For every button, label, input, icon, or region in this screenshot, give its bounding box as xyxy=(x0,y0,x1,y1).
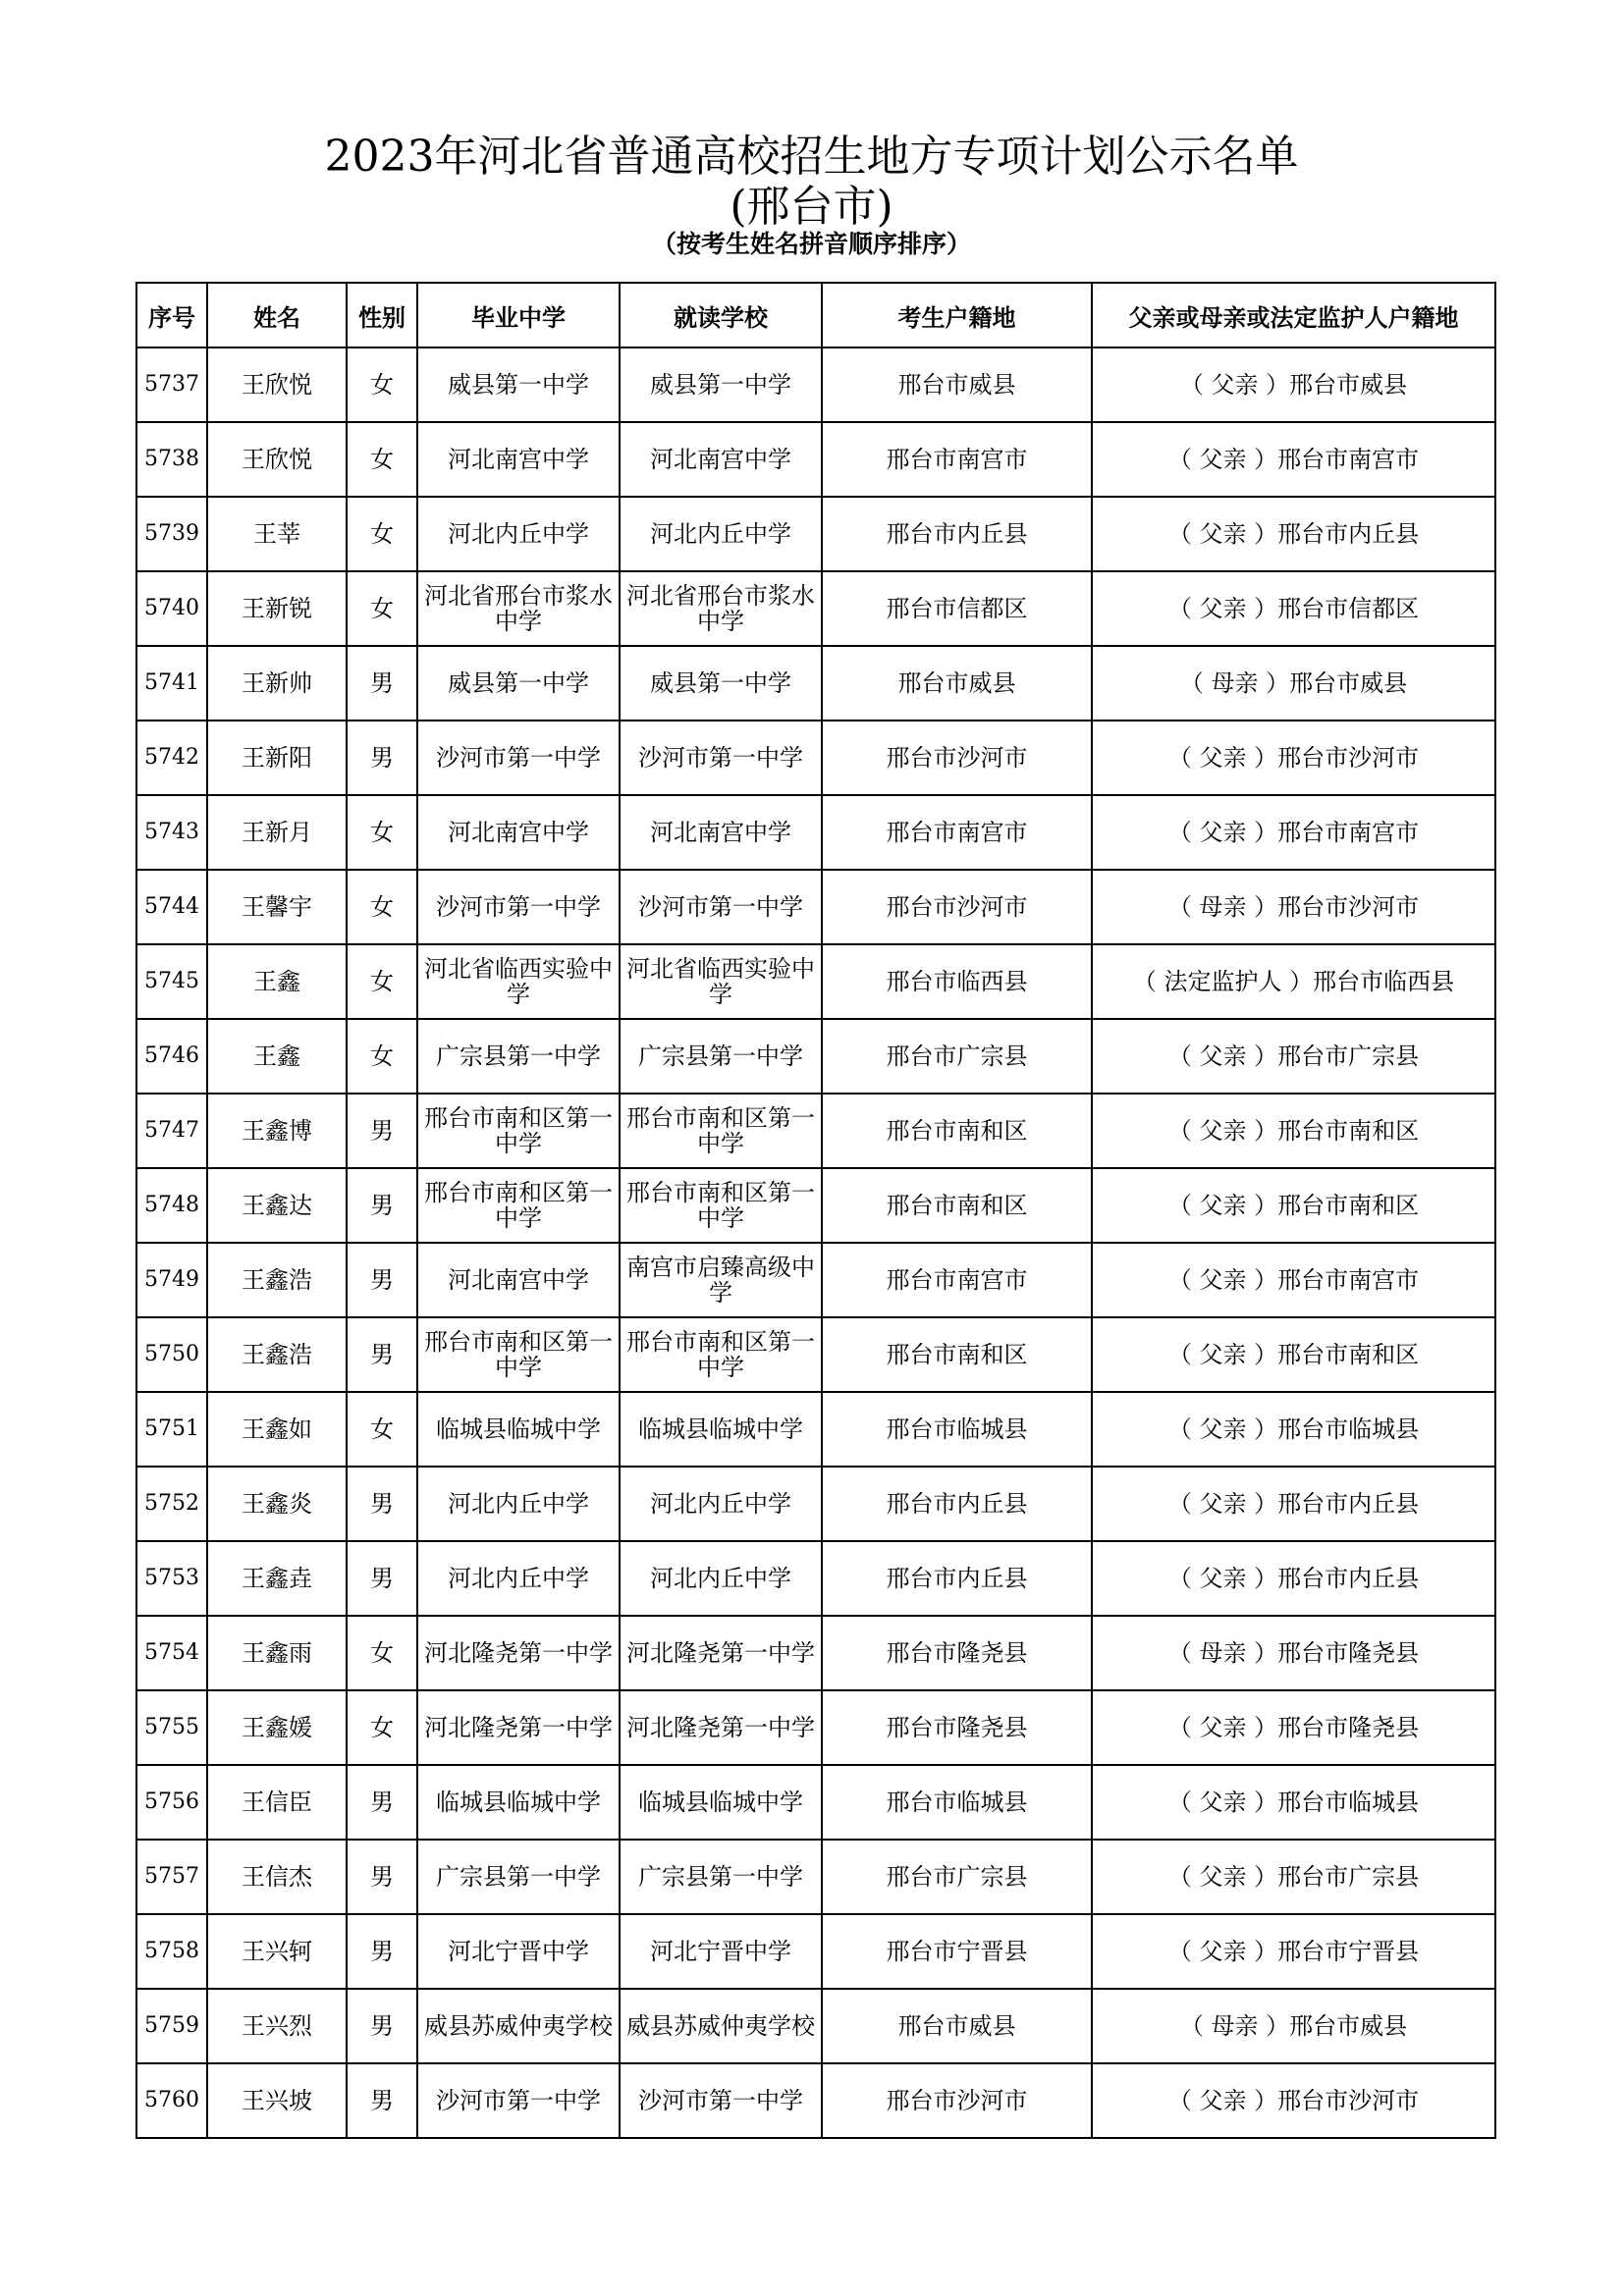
table-row xyxy=(136,1317,1495,1392)
cell-gender: 男 xyxy=(347,1243,417,1317)
cell-name: 王兴轲 xyxy=(207,1914,347,1989)
cell-index: 5738 xyxy=(136,422,207,497)
cell-index: 5755 xyxy=(136,1690,207,1765)
cell-name: 王鑫浩 xyxy=(207,1243,347,1317)
table-row xyxy=(136,795,1495,870)
cell-gender: 男 xyxy=(347,1094,417,1168)
cell-index: 5740 xyxy=(136,571,207,646)
page-subtitle: (邢台市) xyxy=(730,182,893,232)
cell-index: 5744 xyxy=(136,870,207,944)
table-row xyxy=(136,721,1495,795)
header-index: 序号 xyxy=(136,283,207,347)
cell-current-school: 威县第一中学 xyxy=(620,347,822,422)
cell-student-household: 邢台市临城县 xyxy=(822,1765,1092,1840)
cell-gender: 女 xyxy=(347,571,417,646)
cell-guardian-household: （ 父亲 ）邢台市南宫市 xyxy=(1092,422,1495,497)
cell-guardian-household: （ 母亲 ）邢台市威县 xyxy=(1092,646,1495,721)
cell-student-household: 邢台市南和区 xyxy=(822,1094,1092,1168)
cell-gender: 女 xyxy=(347,870,417,944)
cell-guardian-household: （ 父亲 ）邢台市临城县 xyxy=(1092,1765,1495,1840)
cell-student-household: 邢台市临西县 xyxy=(822,944,1092,1019)
cell-index: 5757 xyxy=(136,1840,207,1914)
cell-name: 王鑫雨 xyxy=(207,1616,347,1690)
table-row xyxy=(136,1094,1495,1168)
cell-name: 王欣悦 xyxy=(207,347,347,422)
cell-name: 王鑫达 xyxy=(207,1168,347,1243)
cell-current-school: 沙河市第一中学 xyxy=(620,2063,822,2138)
cell-current-school: 广宗县第一中学 xyxy=(620,1019,822,1094)
cell-current-school: 河北隆尧第一中学 xyxy=(620,1690,822,1765)
cell-guardian-household: （ 母亲 ）邢台市沙河市 xyxy=(1092,870,1495,944)
cell-graduation-school: 沙河市第一中学 xyxy=(417,870,620,944)
cell-student-household: 邢台市威县 xyxy=(822,646,1092,721)
cell-name: 王莘 xyxy=(207,497,347,571)
cell-student-household: 邢台市广宗县 xyxy=(822,1019,1092,1094)
cell-current-school: 河北南宫中学 xyxy=(620,795,822,870)
cell-current-school: 河北省临西实验中学 xyxy=(620,944,822,1019)
cell-index: 5751 xyxy=(136,1392,207,1467)
cell-graduation-school: 河北隆尧第一中学 xyxy=(417,1616,620,1690)
header-gender: 性别 xyxy=(347,283,417,347)
cell-guardian-household: （ 父亲 ）邢台市临城县 xyxy=(1092,1392,1495,1467)
cell-current-school: 河北内丘中学 xyxy=(620,1541,822,1616)
cell-graduation-school: 沙河市第一中学 xyxy=(417,2063,620,2138)
cell-student-household: 邢台市信都区 xyxy=(822,571,1092,646)
cell-index: 5756 xyxy=(136,1765,207,1840)
cell-guardian-household: （ 父亲 ）邢台市南和区 xyxy=(1092,1168,1495,1243)
cell-guardian-household: （ 父亲 ）邢台市南和区 xyxy=(1092,1317,1495,1392)
cell-guardian-household: （ 父亲 ）邢台市隆尧县 xyxy=(1092,1690,1495,1765)
cell-graduation-school: 威县苏威仲夷学校 xyxy=(417,1989,620,2063)
cell-index: 5741 xyxy=(136,646,207,721)
cell-graduation-school: 广宗县第一中学 xyxy=(417,1840,620,1914)
cell-graduation-school: 威县第一中学 xyxy=(417,646,620,721)
cell-guardian-household: （ 父亲 ）邢台市南和区 xyxy=(1092,1094,1495,1168)
cell-graduation-school: 河北内丘中学 xyxy=(417,1541,620,1616)
cell-graduation-school: 邢台市南和区第一中学 xyxy=(417,1317,620,1392)
cell-student-household: 邢台市威县 xyxy=(822,1989,1092,2063)
header-guardian-household: 父亲或母亲或法定监护人户籍地 xyxy=(1092,283,1495,347)
cell-name: 王信臣 xyxy=(207,1765,347,1840)
cell-name: 王鑫博 xyxy=(207,1094,347,1168)
cell-name: 王兴烈 xyxy=(207,1989,347,2063)
cell-guardian-household: （ 法定监护人 ）邢台市临西县 xyxy=(1092,944,1495,1019)
cell-current-school: 邢台市南和区第一中学 xyxy=(620,1317,822,1392)
cell-index: 5753 xyxy=(136,1541,207,1616)
cell-student-household: 邢台市隆尧县 xyxy=(822,1690,1092,1765)
table-row xyxy=(136,571,1495,646)
cell-index: 5742 xyxy=(136,721,207,795)
cell-graduation-school: 邢台市南和区第一中学 xyxy=(417,1094,620,1168)
cell-graduation-school: 临城县临城中学 xyxy=(417,1392,620,1467)
cell-current-school: 河北隆尧第一中学 xyxy=(620,1616,822,1690)
cell-index: 5739 xyxy=(136,497,207,571)
cell-current-school: 沙河市第一中学 xyxy=(620,870,822,944)
cell-student-household: 邢台市内丘县 xyxy=(822,1541,1092,1616)
cell-index: 5752 xyxy=(136,1467,207,1541)
cell-gender: 女 xyxy=(347,347,417,422)
cell-student-household: 邢台市威县 xyxy=(822,347,1092,422)
table-body xyxy=(136,347,1495,2138)
cell-index: 5760 xyxy=(136,2063,207,2138)
cell-gender: 女 xyxy=(347,1392,417,1467)
cell-current-school: 威县第一中学 xyxy=(620,646,822,721)
cell-current-school: 南宫市启臻高级中学 xyxy=(620,1243,822,1317)
table-row xyxy=(136,646,1495,721)
cell-name: 王鑫 xyxy=(207,1019,347,1094)
cell-student-household: 邢台市临城县 xyxy=(822,1392,1092,1467)
cell-student-household: 邢台市南和区 xyxy=(822,1168,1092,1243)
cell-graduation-school: 河北南宫中学 xyxy=(417,422,620,497)
table-row xyxy=(136,1616,1495,1690)
cell-current-school: 沙河市第一中学 xyxy=(620,721,822,795)
cell-gender: 女 xyxy=(347,1019,417,1094)
cell-graduation-school: 沙河市第一中学 xyxy=(417,721,620,795)
cell-gender: 男 xyxy=(347,721,417,795)
cell-gender: 男 xyxy=(347,2063,417,2138)
cell-index: 5746 xyxy=(136,1019,207,1094)
cell-guardian-household: （ 父亲 ）邢台市南宫市 xyxy=(1092,795,1495,870)
cell-guardian-household: （ 父亲 ）邢台市宁晋县 xyxy=(1092,1914,1495,1989)
cell-index: 5750 xyxy=(136,1317,207,1392)
roster-table xyxy=(135,282,1496,2139)
cell-index: 5749 xyxy=(136,1243,207,1317)
cell-gender: 女 xyxy=(347,497,417,571)
cell-current-school: 河北宁晋中学 xyxy=(620,1914,822,1989)
cell-guardian-household: （ 父亲 ）邢台市信都区 xyxy=(1092,571,1495,646)
cell-gender: 男 xyxy=(347,1765,417,1840)
cell-name: 王新阳 xyxy=(207,721,347,795)
cell-current-school: 邢台市南和区第一中学 xyxy=(620,1168,822,1243)
cell-graduation-school: 河北南宫中学 xyxy=(417,795,620,870)
table-row xyxy=(136,1765,1495,1840)
cell-student-household: 邢台市内丘县 xyxy=(822,497,1092,571)
cell-guardian-household: （ 母亲 ）邢台市威县 xyxy=(1092,1989,1495,2063)
cell-gender: 男 xyxy=(347,1989,417,2063)
cell-graduation-school: 临城县临城中学 xyxy=(417,1765,620,1840)
cell-current-school: 邢台市南和区第一中学 xyxy=(620,1094,822,1168)
page-title: 2023年河北省普通高校招生地方专项计划公示名单 xyxy=(324,132,1299,182)
table-row xyxy=(136,422,1495,497)
cell-index: 5748 xyxy=(136,1168,207,1243)
cell-gender: 男 xyxy=(347,1317,417,1392)
cell-student-household: 邢台市南宫市 xyxy=(822,795,1092,870)
table-row xyxy=(136,1243,1495,1317)
cell-name: 王馨宇 xyxy=(207,870,347,944)
cell-name: 王鑫垚 xyxy=(207,1541,347,1616)
cell-current-school: 临城县临城中学 xyxy=(620,1765,822,1840)
table-row xyxy=(136,1914,1495,1989)
cell-student-household: 邢台市内丘县 xyxy=(822,1467,1092,1541)
sort-note: （按考生姓名拼音顺序排序） xyxy=(651,230,971,258)
cell-gender: 男 xyxy=(347,1840,417,1914)
table-row xyxy=(136,944,1495,1019)
table-row xyxy=(136,1541,1495,1616)
table-row xyxy=(136,497,1495,571)
cell-graduation-school: 河北宁晋中学 xyxy=(417,1914,620,1989)
cell-guardian-household: （ 父亲 ）邢台市沙河市 xyxy=(1092,2063,1495,2138)
cell-student-household: 邢台市南宫市 xyxy=(822,1243,1092,1317)
cell-name: 王鑫媛 xyxy=(207,1690,347,1765)
cell-gender: 女 xyxy=(347,1690,417,1765)
cell-student-household: 邢台市沙河市 xyxy=(822,870,1092,944)
cell-graduation-school: 河北省临西实验中学 xyxy=(417,944,620,1019)
cell-current-school: 临城县临城中学 xyxy=(620,1392,822,1467)
cell-guardian-household: （ 父亲 ）邢台市内丘县 xyxy=(1092,1467,1495,1541)
table-row xyxy=(136,1989,1495,2063)
cell-graduation-school: 河北隆尧第一中学 xyxy=(417,1690,620,1765)
cell-name: 王新月 xyxy=(207,795,347,870)
cell-graduation-school: 广宗县第一中学 xyxy=(417,1019,620,1094)
cell-student-household: 邢台市南宫市 xyxy=(822,422,1092,497)
cell-index: 5737 xyxy=(136,347,207,422)
cell-current-school: 河北内丘中学 xyxy=(620,497,822,571)
table-row xyxy=(136,1840,1495,1914)
header-graduation-school: 毕业中学 xyxy=(417,283,620,347)
cell-graduation-school: 河北内丘中学 xyxy=(417,497,620,571)
cell-current-school: 河北省邢台市浆水中学 xyxy=(620,571,822,646)
table-row xyxy=(136,347,1495,422)
cell-current-school: 河北内丘中学 xyxy=(620,1467,822,1541)
cell-gender: 女 xyxy=(347,795,417,870)
cell-guardian-household: （ 母亲 ）邢台市隆尧县 xyxy=(1092,1616,1495,1690)
cell-name: 王兴坡 xyxy=(207,2063,347,2138)
table-row xyxy=(136,1019,1495,1094)
cell-gender: 男 xyxy=(347,646,417,721)
cell-student-household: 邢台市南和区 xyxy=(822,1317,1092,1392)
cell-student-household: 邢台市隆尧县 xyxy=(822,1616,1092,1690)
cell-student-household: 邢台市广宗县 xyxy=(822,1840,1092,1914)
cell-graduation-school: 邢台市南和区第一中学 xyxy=(417,1168,620,1243)
cell-index: 5758 xyxy=(136,1914,207,1989)
cell-name: 王鑫浩 xyxy=(207,1317,347,1392)
cell-name: 王新帅 xyxy=(207,646,347,721)
cell-gender: 女 xyxy=(347,422,417,497)
cell-guardian-household: （ 父亲 ）邢台市内丘县 xyxy=(1092,1541,1495,1616)
cell-index: 5747 xyxy=(136,1094,207,1168)
cell-guardian-household: （ 父亲 ）邢台市广宗县 xyxy=(1092,1019,1495,1094)
cell-gender: 女 xyxy=(347,1616,417,1690)
cell-gender: 男 xyxy=(347,1168,417,1243)
header-student-household: 考生户籍地 xyxy=(822,283,1092,347)
cell-name: 王信杰 xyxy=(207,1840,347,1914)
cell-guardian-household: （ 父亲 ）邢台市沙河市 xyxy=(1092,721,1495,795)
cell-graduation-school: 威县第一中学 xyxy=(417,347,620,422)
header-name: 姓名 xyxy=(207,283,347,347)
table-row xyxy=(136,1467,1495,1541)
cell-name: 王鑫如 xyxy=(207,1392,347,1467)
cell-gender: 男 xyxy=(347,1467,417,1541)
cell-name: 王鑫 xyxy=(207,944,347,1019)
cell-student-household: 邢台市沙河市 xyxy=(822,721,1092,795)
cell-guardian-household: （ 父亲 ）邢台市内丘县 xyxy=(1092,497,1495,571)
cell-gender: 男 xyxy=(347,1914,417,1989)
cell-index: 5754 xyxy=(136,1616,207,1690)
table-row xyxy=(136,2063,1495,2138)
table-header-row xyxy=(136,283,1495,347)
table-row xyxy=(136,1690,1495,1765)
cell-index: 5745 xyxy=(136,944,207,1019)
cell-name: 王欣悦 xyxy=(207,422,347,497)
cell-index: 5743 xyxy=(136,795,207,870)
table-row xyxy=(136,1168,1495,1243)
cell-student-household: 邢台市沙河市 xyxy=(822,2063,1092,2138)
cell-index: 5759 xyxy=(136,1989,207,2063)
cell-guardian-household: （ 父亲 ）邢台市南宫市 xyxy=(1092,1243,1495,1317)
cell-graduation-school: 河北省邢台市浆水中学 xyxy=(417,571,620,646)
cell-student-household: 邢台市宁晋县 xyxy=(822,1914,1092,1989)
cell-gender: 女 xyxy=(347,944,417,1019)
table-row xyxy=(136,1392,1495,1467)
cell-current-school: 威县苏威仲夷学校 xyxy=(620,1989,822,2063)
cell-guardian-household: （ 父亲 ）邢台市威县 xyxy=(1092,347,1495,422)
cell-name: 王鑫炎 xyxy=(207,1467,347,1541)
cell-gender: 男 xyxy=(347,1541,417,1616)
table-row xyxy=(136,870,1495,944)
cell-graduation-school: 河北南宫中学 xyxy=(417,1243,620,1317)
header-current-school: 就读学校 xyxy=(620,283,822,347)
cell-current-school: 广宗县第一中学 xyxy=(620,1840,822,1914)
cell-current-school: 河北南宫中学 xyxy=(620,422,822,497)
cell-name: 王新锐 xyxy=(207,571,347,646)
cell-guardian-household: （ 父亲 ）邢台市广宗县 xyxy=(1092,1840,1495,1914)
cell-graduation-school: 河北内丘中学 xyxy=(417,1467,620,1541)
